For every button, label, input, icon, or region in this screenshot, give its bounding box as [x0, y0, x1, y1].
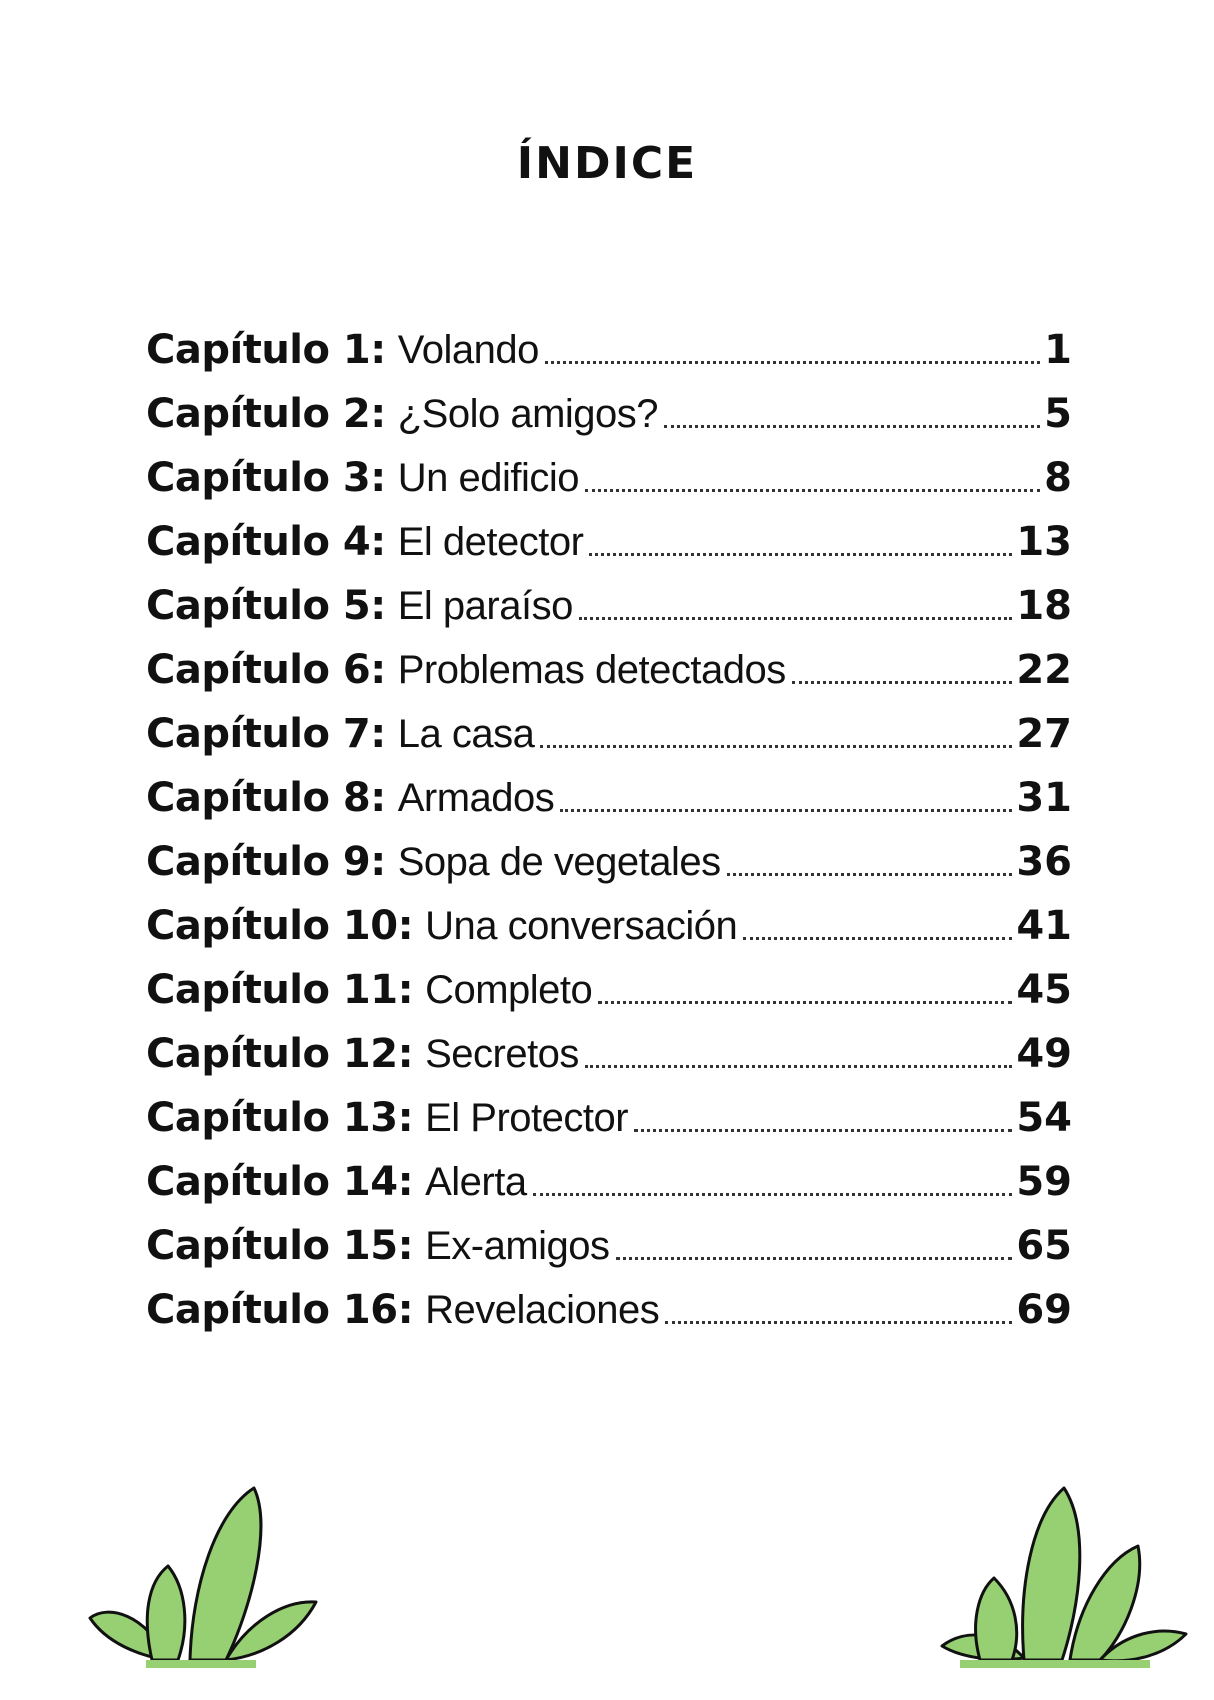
toc-entry	[146, 702, 1072, 766]
chapter-title: Volando	[397, 328, 539, 372]
toc-entry	[146, 510, 1072, 574]
chapter-title: El Protector	[425, 1096, 629, 1140]
toc-entry	[146, 382, 1072, 446]
toc-entry	[146, 1278, 1072, 1342]
chapter-label: Capítulo 2:	[146, 391, 386, 437]
chapter-label: Capítulo 3:	[146, 455, 386, 501]
page-number: 1	[1044, 327, 1072, 373]
chapter-label: Capítulo 5:	[146, 583, 386, 629]
chapter-title: Completo	[425, 968, 593, 1012]
chapter-title: La casa	[397, 712, 535, 756]
page-number: 13	[1016, 519, 1072, 565]
chapter-label: Capítulo 6:	[146, 647, 386, 693]
dot-leader	[560, 808, 1012, 812]
chapter-title: Problemas detectados	[397, 648, 786, 692]
dot-leader	[727, 872, 1013, 876]
chapter-title: Ex-amigos	[425, 1224, 610, 1268]
page-number: 22	[1016, 647, 1072, 693]
chapter-label: Capítulo 13:	[146, 1095, 414, 1141]
toc-entry	[146, 894, 1072, 958]
chapter-title: ¿Solo amigos?	[397, 392, 659, 436]
chapter-label: Capítulo 16:	[146, 1287, 414, 1333]
chapter-title: Un edificio	[397, 456, 579, 500]
table-of-contents	[146, 318, 1072, 1342]
page-number: 54	[1016, 1095, 1072, 1141]
page-number: 31	[1016, 775, 1072, 821]
chapter-title: Alerta	[425, 1160, 527, 1204]
toc-entry	[146, 318, 1072, 382]
dot-leader	[545, 360, 1040, 364]
chapter-title: Una conversación	[425, 904, 738, 948]
chapter-label: Capítulo 15:	[146, 1223, 414, 1269]
dot-leader	[664, 424, 1040, 428]
chapter-title: Secretos	[425, 1032, 579, 1076]
dot-leader	[589, 552, 1012, 556]
chapter-title: El detector	[397, 520, 584, 564]
page-number: 65	[1016, 1223, 1072, 1269]
dot-leader	[634, 1128, 1012, 1132]
dot-leader	[792, 680, 1013, 684]
dot-leader	[540, 744, 1012, 748]
dot-leader	[665, 1320, 1012, 1324]
toc-entry	[146, 446, 1072, 510]
toc-entry	[146, 1086, 1072, 1150]
page-number: 69	[1016, 1287, 1072, 1333]
chapter-title: Revelaciones	[425, 1288, 660, 1332]
chapter-label: Capítulo 9:	[146, 839, 386, 885]
page-number: 27	[1016, 711, 1072, 757]
chapter-label: Capítulo 14:	[146, 1159, 414, 1205]
dot-leader	[743, 936, 1012, 940]
chapter-label: Capítulo 10:	[146, 903, 414, 949]
chapter-title: El paraíso	[397, 584, 573, 628]
toc-entry	[146, 574, 1072, 638]
grass-plant-icon	[940, 1476, 1190, 1676]
dot-leader	[585, 1064, 1012, 1068]
dot-leader	[598, 1000, 1012, 1004]
page-number: 18	[1016, 583, 1072, 629]
dot-leader	[585, 488, 1040, 492]
page-number: 49	[1016, 1031, 1072, 1077]
dot-leader	[579, 616, 1012, 620]
page-title: ÍNDICE	[516, 138, 698, 189]
chapter-label: Capítulo 8:	[146, 775, 386, 821]
toc-entry	[146, 1150, 1072, 1214]
page-number: 36	[1016, 839, 1072, 885]
toc-entry	[146, 958, 1072, 1022]
chapter-title: Armados	[397, 776, 555, 820]
chapter-label: Capítulo 12:	[146, 1031, 414, 1077]
toc-entry	[146, 1214, 1072, 1278]
dot-leader	[616, 1256, 1013, 1260]
page-number: 8	[1044, 455, 1072, 501]
chapter-label: Capítulo 4:	[146, 519, 386, 565]
page-number: 59	[1016, 1159, 1072, 1205]
chapter-label: Capítulo 11:	[146, 967, 414, 1013]
toc-entry	[146, 830, 1072, 894]
chapter-label: Capítulo 1:	[146, 327, 386, 373]
toc-entry	[146, 638, 1072, 702]
grass-plant-icon	[86, 1476, 326, 1676]
toc-entry	[146, 766, 1072, 830]
dot-leader	[533, 1192, 1013, 1196]
page-number: 5	[1044, 391, 1072, 437]
chapter-title: Sopa de vegetales	[397, 840, 721, 884]
page-number: 45	[1016, 967, 1072, 1013]
page-number: 41	[1016, 903, 1072, 949]
toc-entry	[146, 1022, 1072, 1086]
chapter-label: Capítulo 7:	[146, 711, 386, 757]
